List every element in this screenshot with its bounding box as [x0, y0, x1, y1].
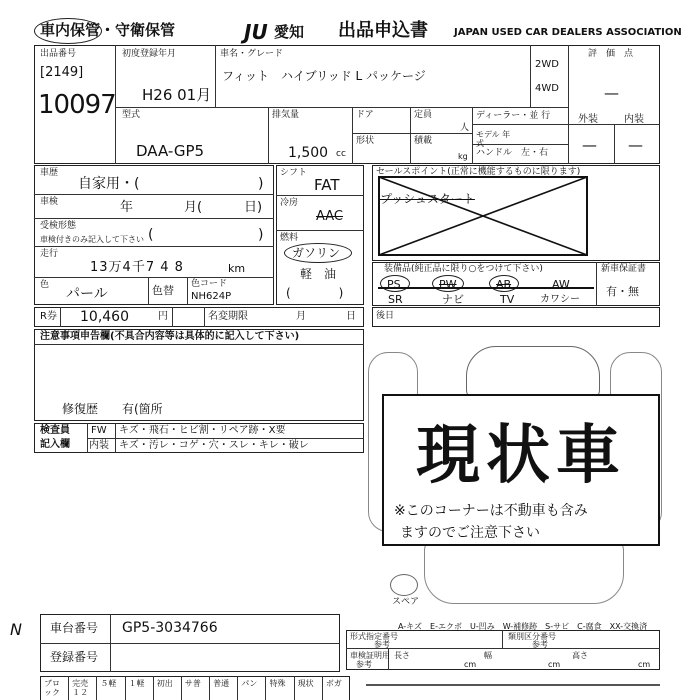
- recycle-value: 10,460: [80, 309, 129, 325]
- receipt-close: ): [258, 227, 264, 243]
- equip-sr: SR: [388, 293, 403, 306]
- shaken-day: 日): [244, 200, 263, 215]
- name-change-month: 月: [296, 311, 306, 322]
- size-length: 長さ: [394, 651, 410, 660]
- warranty-value: 有・無: [606, 285, 639, 298]
- receipt-note: 車検付きのみ記入して下さい: [40, 235, 144, 244]
- equip-ab: AB: [496, 278, 512, 291]
- car-name-label: 車名・グレード: [220, 49, 284, 59]
- car-diagram-bottom: [424, 540, 624, 604]
- footer-cell: ５軽: [100, 679, 117, 688]
- size-width: 幅: [484, 651, 492, 660]
- entry-label: 記入欄: [40, 439, 70, 450]
- equip-pw: PW: [439, 278, 457, 291]
- equipment-label: 装備品(純正品に限り○をつけて下さい): [384, 264, 543, 274]
- fuel-label: 燃料: [280, 233, 299, 243]
- footer-divider: [265, 676, 266, 700]
- history-value: 自家用・(: [78, 176, 140, 192]
- first-reg-value: H26 01月: [142, 86, 212, 104]
- size-width-unit: cm: [548, 660, 561, 669]
- first-reg-label: 初度登録年月: [122, 49, 177, 59]
- footer-cell: パン: [241, 679, 258, 688]
- ju-logo: JU: [244, 20, 268, 44]
- lot-sub-number: [2149]: [40, 65, 84, 80]
- mileage-value: 13万4千7 4 8: [90, 260, 184, 275]
- interior-value: —: [628, 136, 643, 154]
- exterior-label: 外装: [578, 114, 598, 125]
- door-label: ドア: [356, 110, 374, 120]
- shift-label: シフト: [280, 168, 308, 178]
- size-length-unit: cm: [464, 660, 477, 669]
- size-label: 車検証明用: [350, 651, 390, 660]
- cooler-label: 冷房: [280, 198, 299, 208]
- class-sub-label: 類別区分番号: [508, 632, 556, 641]
- equip-pw-oval: [432, 275, 464, 292]
- footer-divider: [153, 676, 154, 700]
- dealer-import-label: ディーラー・並 行: [476, 111, 551, 121]
- sales-point-value: プッシュスタート: [380, 192, 475, 206]
- footer-cell: 完売１２: [72, 679, 89, 697]
- reg-number-label: 登録番号: [50, 650, 99, 664]
- fw-text: キズ・飛石・ヒビ割・リペア跡・X要: [119, 425, 286, 436]
- fuel-other: ( ): [286, 286, 344, 300]
- footer-divider: [237, 676, 238, 700]
- shaken-month: 月(: [184, 200, 203, 215]
- displacement-unit: cc: [336, 149, 346, 159]
- name-change-day: 日: [346, 311, 356, 322]
- receipt-open: (: [148, 227, 154, 243]
- equip-other: カワシー: [540, 294, 580, 305]
- handle-label: ハンドル 左・右: [476, 148, 549, 158]
- footer-cell: 現状: [297, 679, 314, 688]
- fuel-gasoline: ガソリン: [292, 246, 341, 260]
- fuel-kerosene: 軽 油: [300, 267, 337, 281]
- size-height-unit: cm: [638, 660, 651, 669]
- drive-4wd: 4WD: [535, 83, 559, 94]
- shape-label: 形状: [356, 136, 375, 146]
- history-label: 車歴: [40, 168, 59, 178]
- inspector-label: 検査員: [40, 425, 70, 436]
- storage-label: 車内保管・守衛保管: [40, 21, 176, 39]
- footer-divider: [294, 676, 295, 700]
- mileage-label: 走行: [40, 249, 59, 259]
- lot-number: 10097: [38, 90, 116, 120]
- lot-label: 出品番号: [40, 49, 77, 59]
- footer-divider: [322, 676, 323, 700]
- footer-cell: ボガ: [325, 679, 342, 688]
- shaken-label: 車検: [40, 197, 59, 207]
- capacity-label: 定員: [414, 110, 433, 120]
- name-change-label: 名変期限: [208, 311, 248, 322]
- equip-tv: TV: [500, 293, 515, 306]
- footer-cell: 初出: [156, 679, 173, 688]
- chassis-value: GP5-3034766: [122, 620, 218, 636]
- equip-ps-oval: [380, 275, 410, 292]
- drive-2wd: 2WD: [535, 59, 559, 70]
- warranty-label: 新車保証書: [601, 264, 647, 274]
- recycle-label: R券: [40, 311, 57, 322]
- as-is-note: [394, 500, 588, 544]
- equipment-strike: [378, 287, 594, 289]
- cooler-value: AAC: [316, 209, 343, 224]
- int-label: 内装: [89, 440, 109, 451]
- color-code: NH624P: [191, 291, 232, 302]
- as-is-note-line2: ますのでご注意下さい: [400, 525, 540, 541]
- equip-aw: AW: [552, 278, 570, 291]
- car-diagram-top: [466, 346, 600, 400]
- footer-divider: [209, 676, 210, 700]
- class-number-label: 形式指定番号: [350, 632, 398, 641]
- model-value: DAA-GP5: [136, 142, 205, 160]
- chassis-label: 車台番号: [50, 621, 99, 635]
- sales-point-label: セールスポイント(正常に機能するものに限ります): [376, 167, 581, 177]
- exterior-value: —: [582, 136, 597, 154]
- color-value: パール: [66, 286, 108, 302]
- fw-label: FW: [91, 425, 107, 436]
- color-change-label: 色替: [152, 284, 174, 297]
- footer-divider: [68, 676, 69, 700]
- receipt-label: 受検形態: [40, 221, 77, 231]
- color-label: 色: [40, 280, 50, 290]
- spare-label: スペア: [392, 597, 420, 607]
- model-label: 型式: [122, 110, 141, 120]
- footer-cell: １軽: [128, 679, 145, 688]
- footer-cell: ブロック: [44, 679, 60, 697]
- damage-legend: A-キズ E-エクボ U-凹み W-補修跡 S-サビ C-腐食 XX-交換済: [398, 622, 648, 631]
- after-date-block: [372, 307, 660, 327]
- notes-label: 注意事項申告欄(不具合内容等は具体的に記入して下さい): [40, 331, 300, 342]
- displacement-label: 排気量: [272, 110, 300, 120]
- size-ref: 参考: [356, 660, 372, 669]
- rating-value: —: [604, 84, 619, 102]
- equip-ab-oval: [489, 275, 519, 292]
- class-sub-ref: 参考: [532, 640, 548, 649]
- size-height: 高さ: [572, 651, 588, 660]
- shaken-year: 年: [120, 200, 134, 215]
- model-year-label: モデル 年式: [476, 130, 511, 148]
- recycle-unit: 円: [158, 311, 168, 322]
- org-name: 愛知: [274, 23, 305, 41]
- color-code-label: 色コード: [191, 279, 228, 289]
- footer-divider: [125, 676, 126, 700]
- equip-navi: ナビ: [442, 293, 464, 306]
- form-title: 出品申込書: [338, 20, 428, 41]
- shift-value: FAT: [314, 176, 340, 194]
- footer-cell: 特殊: [269, 679, 286, 688]
- footer-cell: サ普: [184, 679, 201, 688]
- rating-label: 評 価 点: [588, 49, 634, 59]
- capacity-unit: 人: [460, 123, 470, 133]
- top-block: [34, 45, 660, 164]
- load-label: 積載: [414, 136, 433, 146]
- int-text: キズ・汚レ・コゲ・穴・スレ・キレ・破レ: [119, 440, 309, 451]
- association-name: JAPAN USED CAR DEALERS ASSOCIATION: [454, 27, 682, 38]
- after-date-label: 後日: [376, 311, 395, 321]
- as-is-title: 現状車: [416, 419, 626, 493]
- footer-cell: 普通: [213, 679, 230, 688]
- car-name-value: フィット ハイブリッド L パッケージ: [222, 69, 426, 83]
- sales-point-cross: [378, 176, 588, 256]
- repair-history: 修復歴 有(箇所: [62, 402, 163, 416]
- load-unit: kg: [458, 152, 468, 161]
- class-number-ref: 参考: [374, 640, 390, 649]
- history-close: ): [258, 176, 264, 192]
- mileage-unit: km: [228, 262, 246, 275]
- as-is-box: [382, 394, 660, 546]
- footer-divider: [96, 676, 97, 700]
- footer-divider: [181, 676, 182, 700]
- spare-circle: [390, 574, 418, 596]
- as-is-note-line1: ※このコーナーは不動車も含み: [394, 503, 588, 519]
- equip-ps: PS: [387, 278, 401, 291]
- side-mark: N: [10, 620, 22, 639]
- interior-label: 内装: [624, 114, 644, 125]
- displacement-value: 1,500: [288, 145, 329, 161]
